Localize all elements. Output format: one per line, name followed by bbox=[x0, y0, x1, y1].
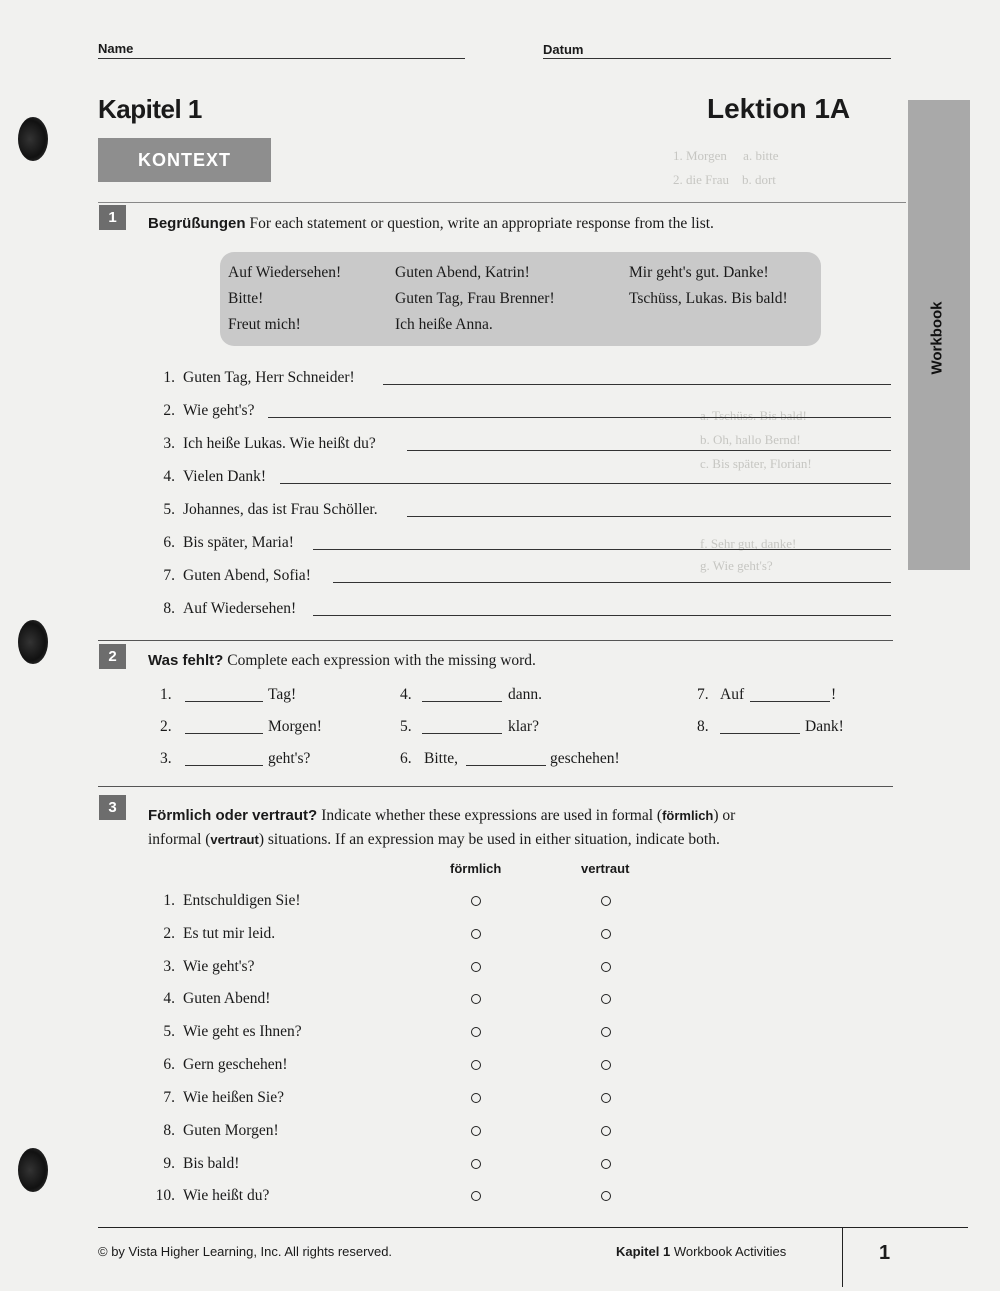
bleed-through: 2. die Frau b. dort bbox=[673, 172, 776, 187]
lesson-title: Lektion 1A bbox=[707, 93, 851, 124]
expression-text: Wie geht es Ihnen? bbox=[183, 1023, 302, 1040]
formal-option[interactable] bbox=[471, 929, 481, 939]
expression-text: Entschuldigen Sie! bbox=[183, 892, 301, 909]
item-text: Auf bbox=[720, 686, 745, 703]
item-number: 3. bbox=[160, 750, 172, 767]
prompt-text: Auf Wiedersehen! bbox=[183, 600, 297, 617]
bleed-through: c. Bis später, Florian! bbox=[700, 456, 812, 471]
instruction-text: ) situations. If an expression may be used in either situation, indicate both. bbox=[258, 831, 720, 848]
item-number: 4. bbox=[400, 686, 412, 703]
binder-hole-top bbox=[18, 117, 48, 161]
header-divider bbox=[98, 202, 906, 203]
formal-option[interactable] bbox=[471, 1027, 481, 1037]
blank-line[interactable] bbox=[422, 733, 502, 734]
blank-line[interactable] bbox=[185, 701, 263, 702]
item-number: 3. bbox=[163, 958, 175, 975]
prompt-text: Bis später, Maria! bbox=[183, 534, 294, 551]
word-bank-item: Freut mich! bbox=[228, 316, 301, 333]
item-number: 7. bbox=[697, 686, 709, 703]
informal-option[interactable] bbox=[601, 962, 611, 972]
exercise-2-heading bbox=[148, 652, 536, 670]
answer-line[interactable] bbox=[407, 516, 891, 517]
instruction-text: Indicate whether these expressions are used in formal ( bbox=[321, 807, 663, 824]
item-number: 6. bbox=[163, 1056, 175, 1073]
item-number: 5. bbox=[163, 501, 175, 518]
expression-text: Guten Morgen! bbox=[183, 1122, 279, 1139]
answer-line[interactable] bbox=[333, 582, 891, 583]
answer-line[interactable] bbox=[313, 615, 891, 616]
instruction-text: ) or bbox=[713, 807, 736, 824]
exercise-1-title: Begrüßungen bbox=[148, 215, 246, 232]
formal-option[interactable] bbox=[471, 1191, 481, 1201]
word-bank-item: Bitte! bbox=[228, 290, 264, 307]
word-bank-item: Tschüss, Lukas. Bis bald! bbox=[629, 290, 788, 307]
item-number: 8. bbox=[163, 600, 175, 617]
prompt-text: Vielen Dank! bbox=[183, 468, 266, 485]
blank-line[interactable] bbox=[720, 733, 800, 734]
instruction-text: informal ( bbox=[148, 831, 211, 848]
prompt-text: Wie geht's? bbox=[183, 402, 255, 419]
formal-option[interactable] bbox=[471, 994, 481, 1004]
blank-line[interactable] bbox=[750, 701, 830, 702]
item-text: geht's? bbox=[268, 750, 311, 767]
item-number: 8. bbox=[697, 718, 709, 735]
date-label: Datum bbox=[543, 42, 584, 57]
informal-option[interactable] bbox=[601, 1159, 611, 1169]
item-number: 10. bbox=[155, 1187, 175, 1204]
prompt-text: Ich heiße Lukas. Wie heißt du? bbox=[183, 435, 376, 452]
side-tab-label: Workbook bbox=[928, 301, 946, 375]
footer-chapter-name: Kapitel 1 bbox=[616, 1244, 671, 1259]
informal-option[interactable] bbox=[601, 896, 611, 906]
exercise-3-title: Förmlich oder vertraut? bbox=[148, 807, 318, 824]
item-number: 5. bbox=[400, 718, 412, 735]
blank-line[interactable] bbox=[185, 733, 263, 734]
informal-option[interactable] bbox=[601, 1191, 611, 1201]
section-banner: KONTEXT bbox=[98, 138, 271, 182]
name-label: Name bbox=[98, 41, 134, 56]
expression-text: Es tut mir leid. bbox=[183, 925, 276, 942]
item-number: 2. bbox=[160, 718, 172, 735]
item-number: 8. bbox=[163, 1122, 175, 1139]
prompt-text: Johannes, das ist Frau Schöller. bbox=[183, 501, 378, 518]
formal-term: förmlich bbox=[662, 808, 714, 823]
binder-hole-bottom bbox=[18, 1148, 48, 1192]
expression-text: Gern geschehen! bbox=[183, 1056, 288, 1073]
answer-line[interactable] bbox=[383, 384, 891, 385]
item-number: 7. bbox=[163, 567, 175, 584]
expression-text: Wie geht's? bbox=[183, 958, 255, 975]
item-number: 3. bbox=[163, 435, 175, 452]
exercise-number-3: 3 bbox=[99, 795, 126, 820]
informal-option[interactable] bbox=[601, 1126, 611, 1136]
formal-option[interactable] bbox=[471, 896, 481, 906]
chapter-title: Kapitel 1 bbox=[98, 94, 202, 124]
item-text: Dank! bbox=[805, 718, 844, 735]
word-bank-item: Guten Abend, Katrin! bbox=[395, 264, 530, 281]
item-number: 9. bbox=[163, 1155, 175, 1172]
item-number: 2. bbox=[163, 925, 175, 942]
formal-option[interactable] bbox=[471, 1060, 481, 1070]
word-bank-item: Auf Wiedersehen! bbox=[228, 264, 342, 281]
prompt-text: Guten Abend, Sofia! bbox=[183, 567, 311, 584]
bleed-through: 1. Morgen a. bitte bbox=[673, 148, 779, 163]
footer-divider bbox=[842, 1227, 843, 1287]
item-number: 1. bbox=[160, 686, 172, 703]
prompt-text: Guten Tag, Herr Schneider! bbox=[183, 369, 355, 386]
blank-line[interactable] bbox=[422, 701, 502, 702]
exercise-number-1: 1 bbox=[99, 205, 126, 230]
item-number: 2. bbox=[163, 402, 175, 419]
item-number: 5. bbox=[163, 1023, 175, 1040]
answer-line[interactable] bbox=[268, 417, 891, 418]
section-divider bbox=[98, 640, 893, 641]
item-number: 1. bbox=[163, 369, 175, 386]
exercise-2-title: Was fehlt? bbox=[148, 652, 224, 669]
footer-activities: Workbook Activities bbox=[673, 1244, 787, 1259]
date-field[interactable] bbox=[543, 58, 891, 59]
formal-option[interactable] bbox=[471, 1093, 481, 1103]
item-number: 4. bbox=[163, 468, 175, 485]
item-text: dann. bbox=[508, 686, 543, 703]
item-number: 7. bbox=[163, 1089, 175, 1106]
formal-option[interactable] bbox=[471, 962, 481, 972]
informal-option[interactable] bbox=[601, 1093, 611, 1103]
exercise-1-instruction: For each statement or question, write an appropriate response from the list. bbox=[249, 215, 714, 232]
copyright: © by Vista Higher Learning, Inc. All rights reserved. bbox=[98, 1244, 393, 1259]
formal-option[interactable] bbox=[471, 1159, 481, 1169]
item-number: 6. bbox=[400, 750, 412, 767]
binder-hole-middle bbox=[18, 620, 48, 664]
informal-option[interactable] bbox=[601, 1060, 611, 1070]
bleed-through: g. Wie geht's? bbox=[700, 558, 773, 573]
exercise-3-heading bbox=[148, 804, 893, 852]
formal-option[interactable] bbox=[471, 1126, 481, 1136]
name-field[interactable] bbox=[98, 58, 465, 59]
item-number: 4. bbox=[163, 990, 175, 1007]
item-number: 6. bbox=[163, 534, 175, 551]
blank-line[interactable] bbox=[185, 765, 263, 766]
footer-rule bbox=[98, 1227, 968, 1228]
word-bank-item: Ich heiße Anna. bbox=[395, 316, 493, 333]
exercise-number-2: 2 bbox=[99, 644, 126, 669]
word-bank-item: Mir geht's gut. Danke! bbox=[629, 264, 769, 281]
item-text: Morgen! bbox=[268, 718, 322, 735]
informal-option[interactable] bbox=[601, 994, 611, 1004]
informal-option[interactable] bbox=[601, 1027, 611, 1037]
expression-text: Wie heißen Sie? bbox=[183, 1089, 284, 1106]
bleed-through: f. Sehr gut, danke! bbox=[700, 536, 797, 551]
footer-chapter bbox=[616, 1244, 786, 1259]
answer-line[interactable] bbox=[407, 450, 891, 451]
item-text: ! bbox=[831, 686, 837, 703]
item-text: Tag! bbox=[268, 686, 297, 703]
answer-line[interactable] bbox=[313, 549, 891, 550]
item-text: geschehen! bbox=[550, 750, 620, 767]
item-text: klar? bbox=[508, 718, 539, 735]
expression-text: Bis bald! bbox=[183, 1155, 240, 1172]
item-number: 1. bbox=[163, 892, 175, 909]
bleed-through: b. Oh, hallo Bernd! bbox=[700, 432, 801, 447]
section-divider bbox=[98, 786, 893, 787]
expression-text: Wie heißt du? bbox=[183, 1187, 270, 1204]
column-header-informal: vertraut bbox=[581, 861, 630, 876]
word-bank-item: Guten Tag, Frau Brenner! bbox=[395, 290, 555, 307]
answer-line[interactable] bbox=[280, 483, 891, 484]
exercise-2-instruction: Complete each expression with the missing word. bbox=[227, 652, 536, 669]
exercise-1-heading bbox=[148, 215, 898, 233]
informal-term: vertraut bbox=[210, 832, 259, 847]
column-header-formal: förmlich bbox=[450, 861, 502, 876]
blank-line[interactable] bbox=[466, 765, 546, 766]
page-number: 1 bbox=[879, 1242, 891, 1264]
item-text: Bitte, bbox=[424, 750, 459, 767]
expression-text: Guten Abend! bbox=[183, 990, 271, 1007]
bleed-through: a. Tschüss. Bis bald! bbox=[700, 408, 807, 423]
informal-option[interactable] bbox=[601, 929, 611, 939]
